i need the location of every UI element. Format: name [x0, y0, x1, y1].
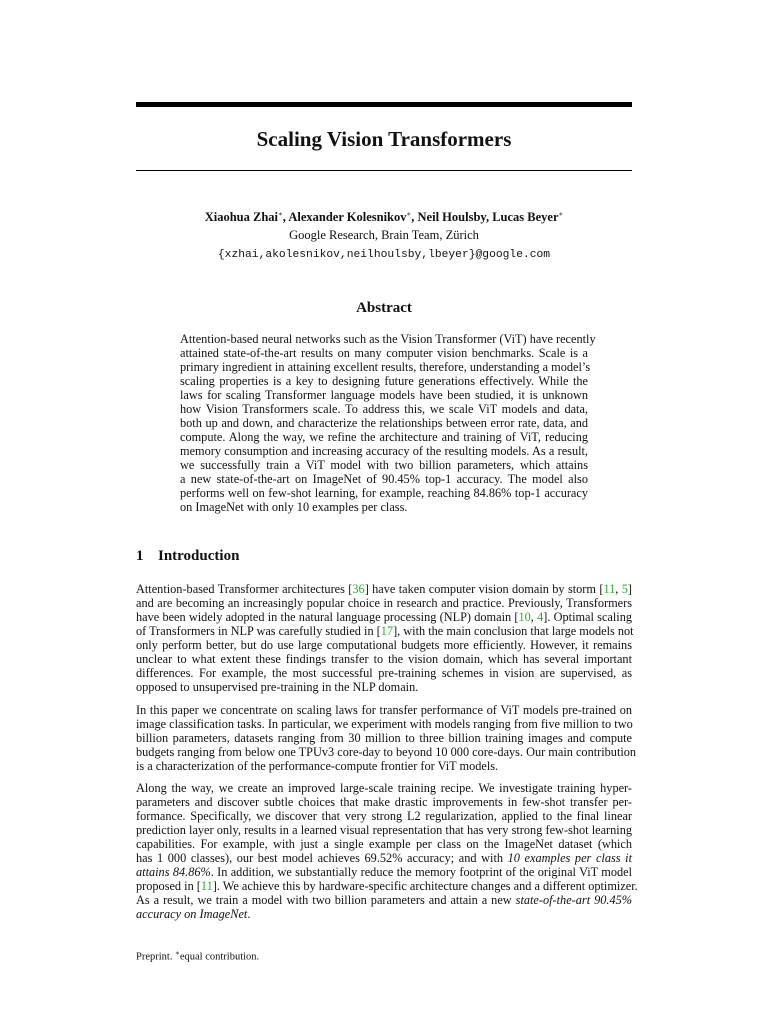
footnote [136, 946, 259, 965]
section-title: Introduction [158, 548, 240, 564]
section-number: 1 [136, 548, 144, 564]
abstract-line: both up and down, and characterize the relationships between error rate, data, and [180, 416, 588, 430]
text-line: As a result, we train a model with two billion parameters and attain a new state-of-the-art 90.45% [136, 893, 632, 907]
title-top-rule [136, 102, 632, 107]
author-name: Neil Houlsby [417, 210, 486, 225]
abstract-line: performs well on few-shot learning, for example, reaching 84.86% top-1 accuracy [180, 486, 588, 500]
author-emails: {xzhai,akolesnikov,neilhoulsby,lbeyer}@google.com [217, 249, 551, 261]
text-line: In this paper we concentrate on scaling laws for transfer performance of ViT models pre-trained on [136, 703, 632, 717]
abstract-line: primary ingredient in attaining excellent results, therefore, understanding a model’s [180, 360, 591, 374]
equal-contribution-mark: ∗ [278, 210, 283, 218]
text-line: image classification tasks. In particular, we experiment with models ranging from five million to two [136, 717, 633, 731]
text-line: formance. Specifically, we discover that very strong L2 regularization, applied to the final linear [136, 809, 632, 823]
abstract-line: a new state-of-the-art on ImageNet of 90.45% top-1 accuracy. The model also [180, 472, 588, 486]
text-line: attains 84.86%. In addition, we substantially reduce the memory footprint of the original ViT model [136, 865, 632, 879]
author-name: Xiaohua Zhai [204, 210, 278, 225]
text-line: accuracy on ImageNet. [136, 907, 251, 921]
text-line: unclear to what extent these findings transfer to the vision domain, which has several important [136, 652, 632, 666]
text-line: proposed in [11]. We achieve this by hardware-specific architecture changes and a different optimizer. [136, 879, 638, 893]
equal-contribution-mark: ∗ [558, 210, 564, 218]
citation-link[interactable]: 4 [537, 610, 544, 624]
text-line: is a characterization of the performance-compute frontier for ViT models. [136, 759, 499, 773]
abstract-body [180, 332, 596, 514]
text-line: billion parameters, datasets ranging from 30 million to three billion training images and compute [136, 731, 632, 745]
text-line: budgets ranging from below one TPUv3 core-day to beyond 10 000 core-days. Our main contribution [136, 745, 637, 759]
paragraph-2 [136, 703, 637, 773]
emphasis: 10 examples per class it [507, 851, 632, 865]
citation-link[interactable]: 5 [621, 582, 628, 596]
abstract-heading: Abstract [356, 300, 412, 316]
abstract-line: memory consumption and increasing accuracy of the resulting models. As a result, [180, 444, 588, 458]
paragraph-1 [136, 582, 632, 694]
text-line: has 1 000 classes), our best model achieves 69.52% accuracy; and with 10 examples per class it [136, 851, 632, 865]
text-line: capabilities. For example, with just a single example per class on the ImageNet dataset (which [136, 837, 632, 851]
emphasis: accuracy on ImageNet [136, 907, 248, 921]
citation-link[interactable]: 10 [518, 610, 531, 624]
affiliation: Google Research, Brain Team, Zürich [289, 228, 479, 242]
abstract-line: on ImageNet with only 10 examples per class. [180, 500, 408, 514]
abstract-line: scaling properties is a key to designing future generations effectively. While the [180, 374, 588, 388]
abstract-line: compute. Along the way, we refine the architecture and training of ViT, reducing [180, 430, 588, 444]
citation-link[interactable]: 17 [380, 624, 394, 638]
text-line: prediction layer only, results in a learned visual representation that has very strong few-shot learning [136, 823, 632, 837]
text-line: Attention-based Transformer architectures [36] have taken computer vision domain by storm [11, 5] [136, 582, 632, 596]
abstract-line: attained state-of-the-art results on many computer vision benchmarks. Scale is a [180, 346, 588, 360]
text-line: only perform better, but do use large computational budgets more efficiently. However, it remains [136, 638, 632, 652]
abstract-line: laws for scaling Transformer language models have been studied, it is unknown [180, 388, 588, 402]
paragraph-3 [136, 781, 638, 921]
abstract-line: we successfully train a ViT model with two billion parameters, which attains [180, 458, 588, 472]
author-name: Alexander Kolesnikov [288, 210, 407, 225]
equal-contribution-mark: ∗ [406, 210, 412, 218]
emphasis: state-of-the-art 90.45% [515, 893, 632, 907]
text-line: parameters and discover subtle choices that make drastic improvements in few-shot transfer per- [136, 795, 632, 809]
author-list: Xiaohua Zhai∗, Alexander Kolesnikov∗, Neil Houlsby, Lucas Beyer∗ [204, 210, 564, 225]
footnote-prefix: Preprint. [136, 951, 176, 963]
citation-link[interactable]: 11 [603, 582, 616, 596]
citation-link[interactable]: 11 [200, 879, 213, 893]
abstract-line: how Vision Transformers scale. To address this, we scale ViT models and data, [180, 402, 588, 416]
paper-title: Scaling Vision Transformers [256, 127, 512, 151]
footnote-mark: ∗ [175, 949, 180, 957]
text-line: Along the way, we create an improved large-scale training recipe. We investigate training hyper- [136, 781, 632, 795]
citation-link[interactable]: 36 [352, 582, 365, 596]
section-heading-introduction [136, 546, 239, 566]
author-name: Lucas Beyer [492, 210, 559, 225]
text-line: differences. For example, the most successful pre-training schemes in vision are supervised, as [136, 666, 632, 680]
text-line: of Transformers in NLP was carefully studied in [17], with the main conclusion that large models not [136, 624, 634, 638]
text-line: and are becoming an increasingly popular choice in research and practice. Previously, Transformers [136, 596, 632, 610]
abstract-line: Attention-based neural networks such as the Vision Transformer (ViT) have recently [180, 332, 596, 346]
title-bottom-rule [136, 170, 632, 171]
text-line: opposed to unsupervised pre-training in the NLP domain. [136, 680, 419, 694]
text-line: have been widely adopted in the natural language processing (NLP) domain [10, 4]. Optimal scaling [136, 610, 632, 624]
emphasis: attains 84.86% [136, 865, 211, 879]
footnote-text: equal contribution. [179, 951, 260, 963]
